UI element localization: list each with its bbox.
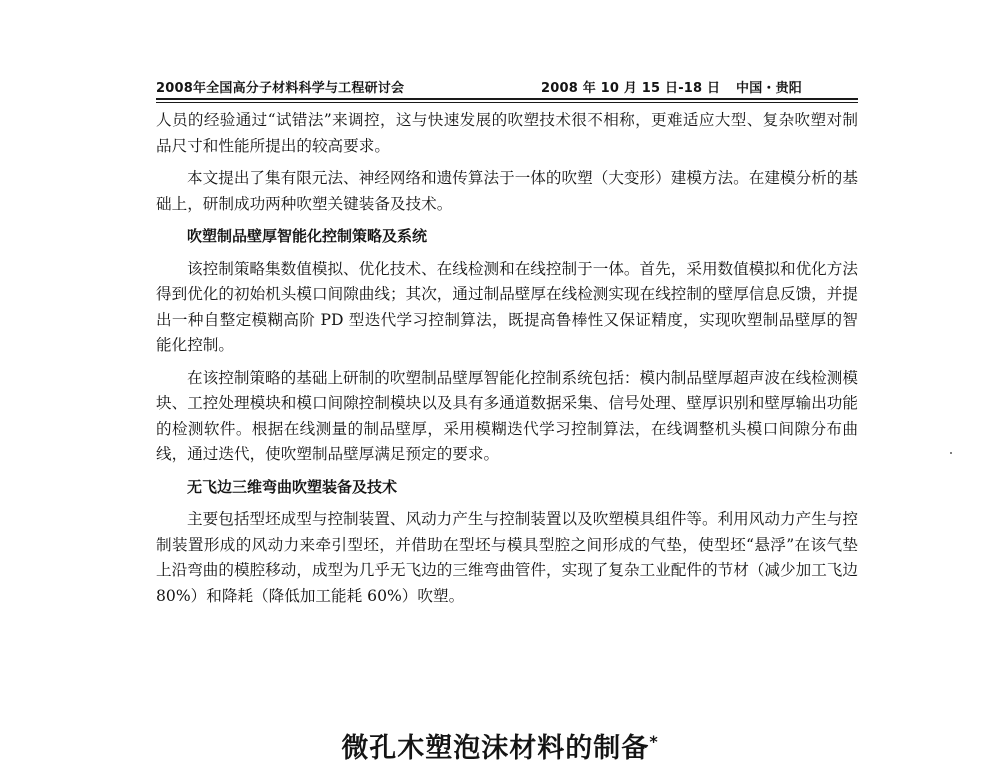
running-header	[156, 77, 858, 97]
paragraph-continuation: 人员的经验通过“试错法”来调控，这与快速发展的吹塑技术很不相称，更难适应大型、复杂吹塑对制品尺寸和性能所提出的较高要求。	[156, 111, 858, 155]
header-dates: 2008 年 10 月 15 日-18 日	[541, 81, 721, 96]
header-rule-thin	[156, 102, 858, 103]
header-rule	[156, 98, 858, 100]
section-heading-3d-blow-molding: 无飞边三维弯曲吹塑装备及技术	[187, 477, 398, 496]
article-body	[156, 108, 858, 616]
header-location: 中国・贵阳	[736, 81, 803, 96]
paragraph-intro: 本文提出了集有限元法、神经网络和遗传算法于一体的吹塑（大变形）建模方法。在建模分析的基础上，研制成功两种吹塑关键装备及技术。	[156, 169, 858, 213]
paragraph-control-strategy: 该控制策略集数值模拟、优化技术、在线检测和在线控制于一体。首先，采用数值模拟和优化方法得到优化的初始机头模口间隙曲线；其次，通过制品壁厚在线检测实现在线控制的壁厚信息反馈，并提出一种自整定模糊高阶 PD 型迭代学习控制算法，既提高鲁棒性又保证精度，实现吹塑制品壁厚的智能化控制。	[156, 259, 858, 354]
header-conference-name: 2008年全国高分子材料科学与工程研讨会	[156, 81, 405, 96]
paragraph-control-system: 在该控制策略的基础上研制的吹塑制品壁厚智能化控制系统包括：模内制品壁厚超声波在线检测模块、工控处理模块和模口间隙控制模块以及具有多通道数据采集、信号处理、壁厚识别和壁厚输出功能的检测软件。根据在线测量的制品壁厚，采用模糊迭代学习控制算法，在线调整机头模口间隙分布曲线，通过迭代，使吹塑制品壁厚满足预定的要求。	[156, 368, 858, 463]
title-footnote-mark: *	[649, 732, 659, 751]
scan-speck	[950, 452, 952, 454]
next-article-title-text: 微孔木塑泡沫材料的制备	[341, 733, 650, 760]
next-article-title	[0, 726, 1000, 760]
paragraph-3d-blow-molding: 主要包括型坯成型与控制装置、风动力产生与控制装置以及吹塑模具组件等。利用风动力产生与控制装置形成的风动力来牵引型坯，并借助在型坯与模具型腔之间形成的气垫，使型坯“悬浮”在该气垫上沿弯曲的模腔移动，成型为几乎无飞边的三维弯曲管件，实现了复杂工业配件的节材（减少加工飞边 80%）和降耗（降低加工能耗 60%）吹塑。	[156, 510, 858, 605]
section-heading-wall-thickness-control: 吹塑制品壁厚智能化控制策略及系统	[187, 227, 428, 245]
